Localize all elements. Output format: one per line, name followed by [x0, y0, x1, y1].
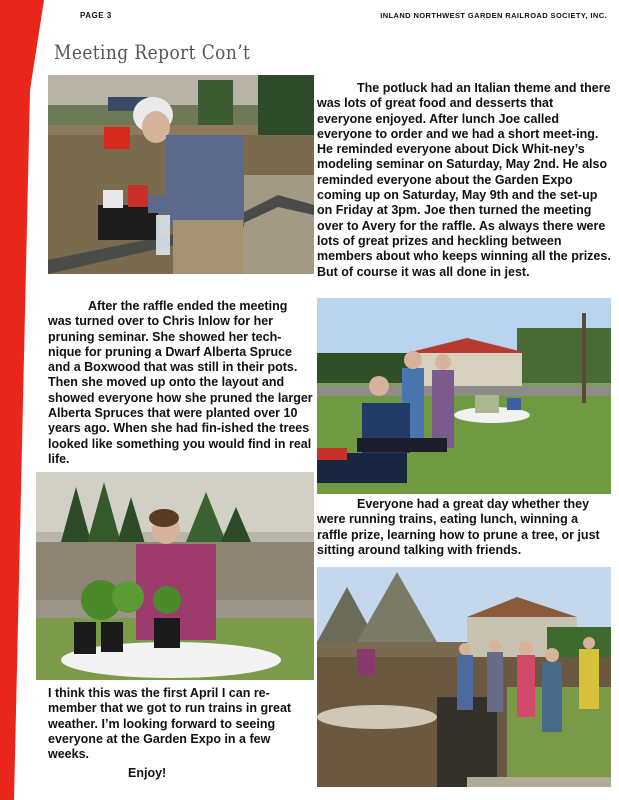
page-number: PAGE 3: [80, 11, 112, 20]
red-side-bar: [0, 0, 44, 800]
photo-group-on-layout: [317, 567, 611, 787]
paragraph-potluck: The potluck had an Italian theme and there was lots of great food and desserts that everyone enjoyed. After lunch Joe called everyone to order and we had a short meet-ing. He reminded everyone about Dick Whit-ney’s modeling seminar on Saturday, May 2nd. He also reminded everyone about the Garden Expo coming up on Saturday, May 9th and the set-up on Friday at 3pm. Joe then turned the meeting over to Avery for the raffle. As always there were lots of great prizes and heckling between members about who keeps winning all the prizes. But of course it was all done in jest.: [317, 81, 611, 279]
paragraph-great-day: Everyone had a great day whether they were running trains, eating lunch, winning a raffle prize, learning how to prune a tree, or just sitting around talking with friends.: [317, 497, 600, 557]
closing-text: Enjoy!: [128, 766, 167, 780]
organization-name: INLAND NORTHWEST GARDEN RAILROAD SOCIETY, INC.: [380, 11, 607, 20]
photo-man-with-train: [48, 75, 314, 274]
paragraph-pruning: After the raffle ended the meeting was turned over to Chris Inlow for her pruning seminar. She showed her tech-nique for pruning a Dwarf Alberta Spruce and a Boxwood that was still in their pots. Then she moved up onto the layout and showed everyone how she pruned the larger Alberta Spruces that were planted over 10 years ago. When she had fin-ished the trees looked like something you would find in real life.: [48, 299, 313, 466]
photo-pruning-demo: [36, 472, 314, 680]
page-title: Meeting Report Con’t: [54, 40, 251, 64]
paragraph-april: I think this was the first April I can re-member that we got to run trains in great weather. I’m looking forward to seeing everyone at the Garden Expo in a few weeks.: [48, 686, 292, 762]
photo-raffle-table: [317, 298, 611, 494]
